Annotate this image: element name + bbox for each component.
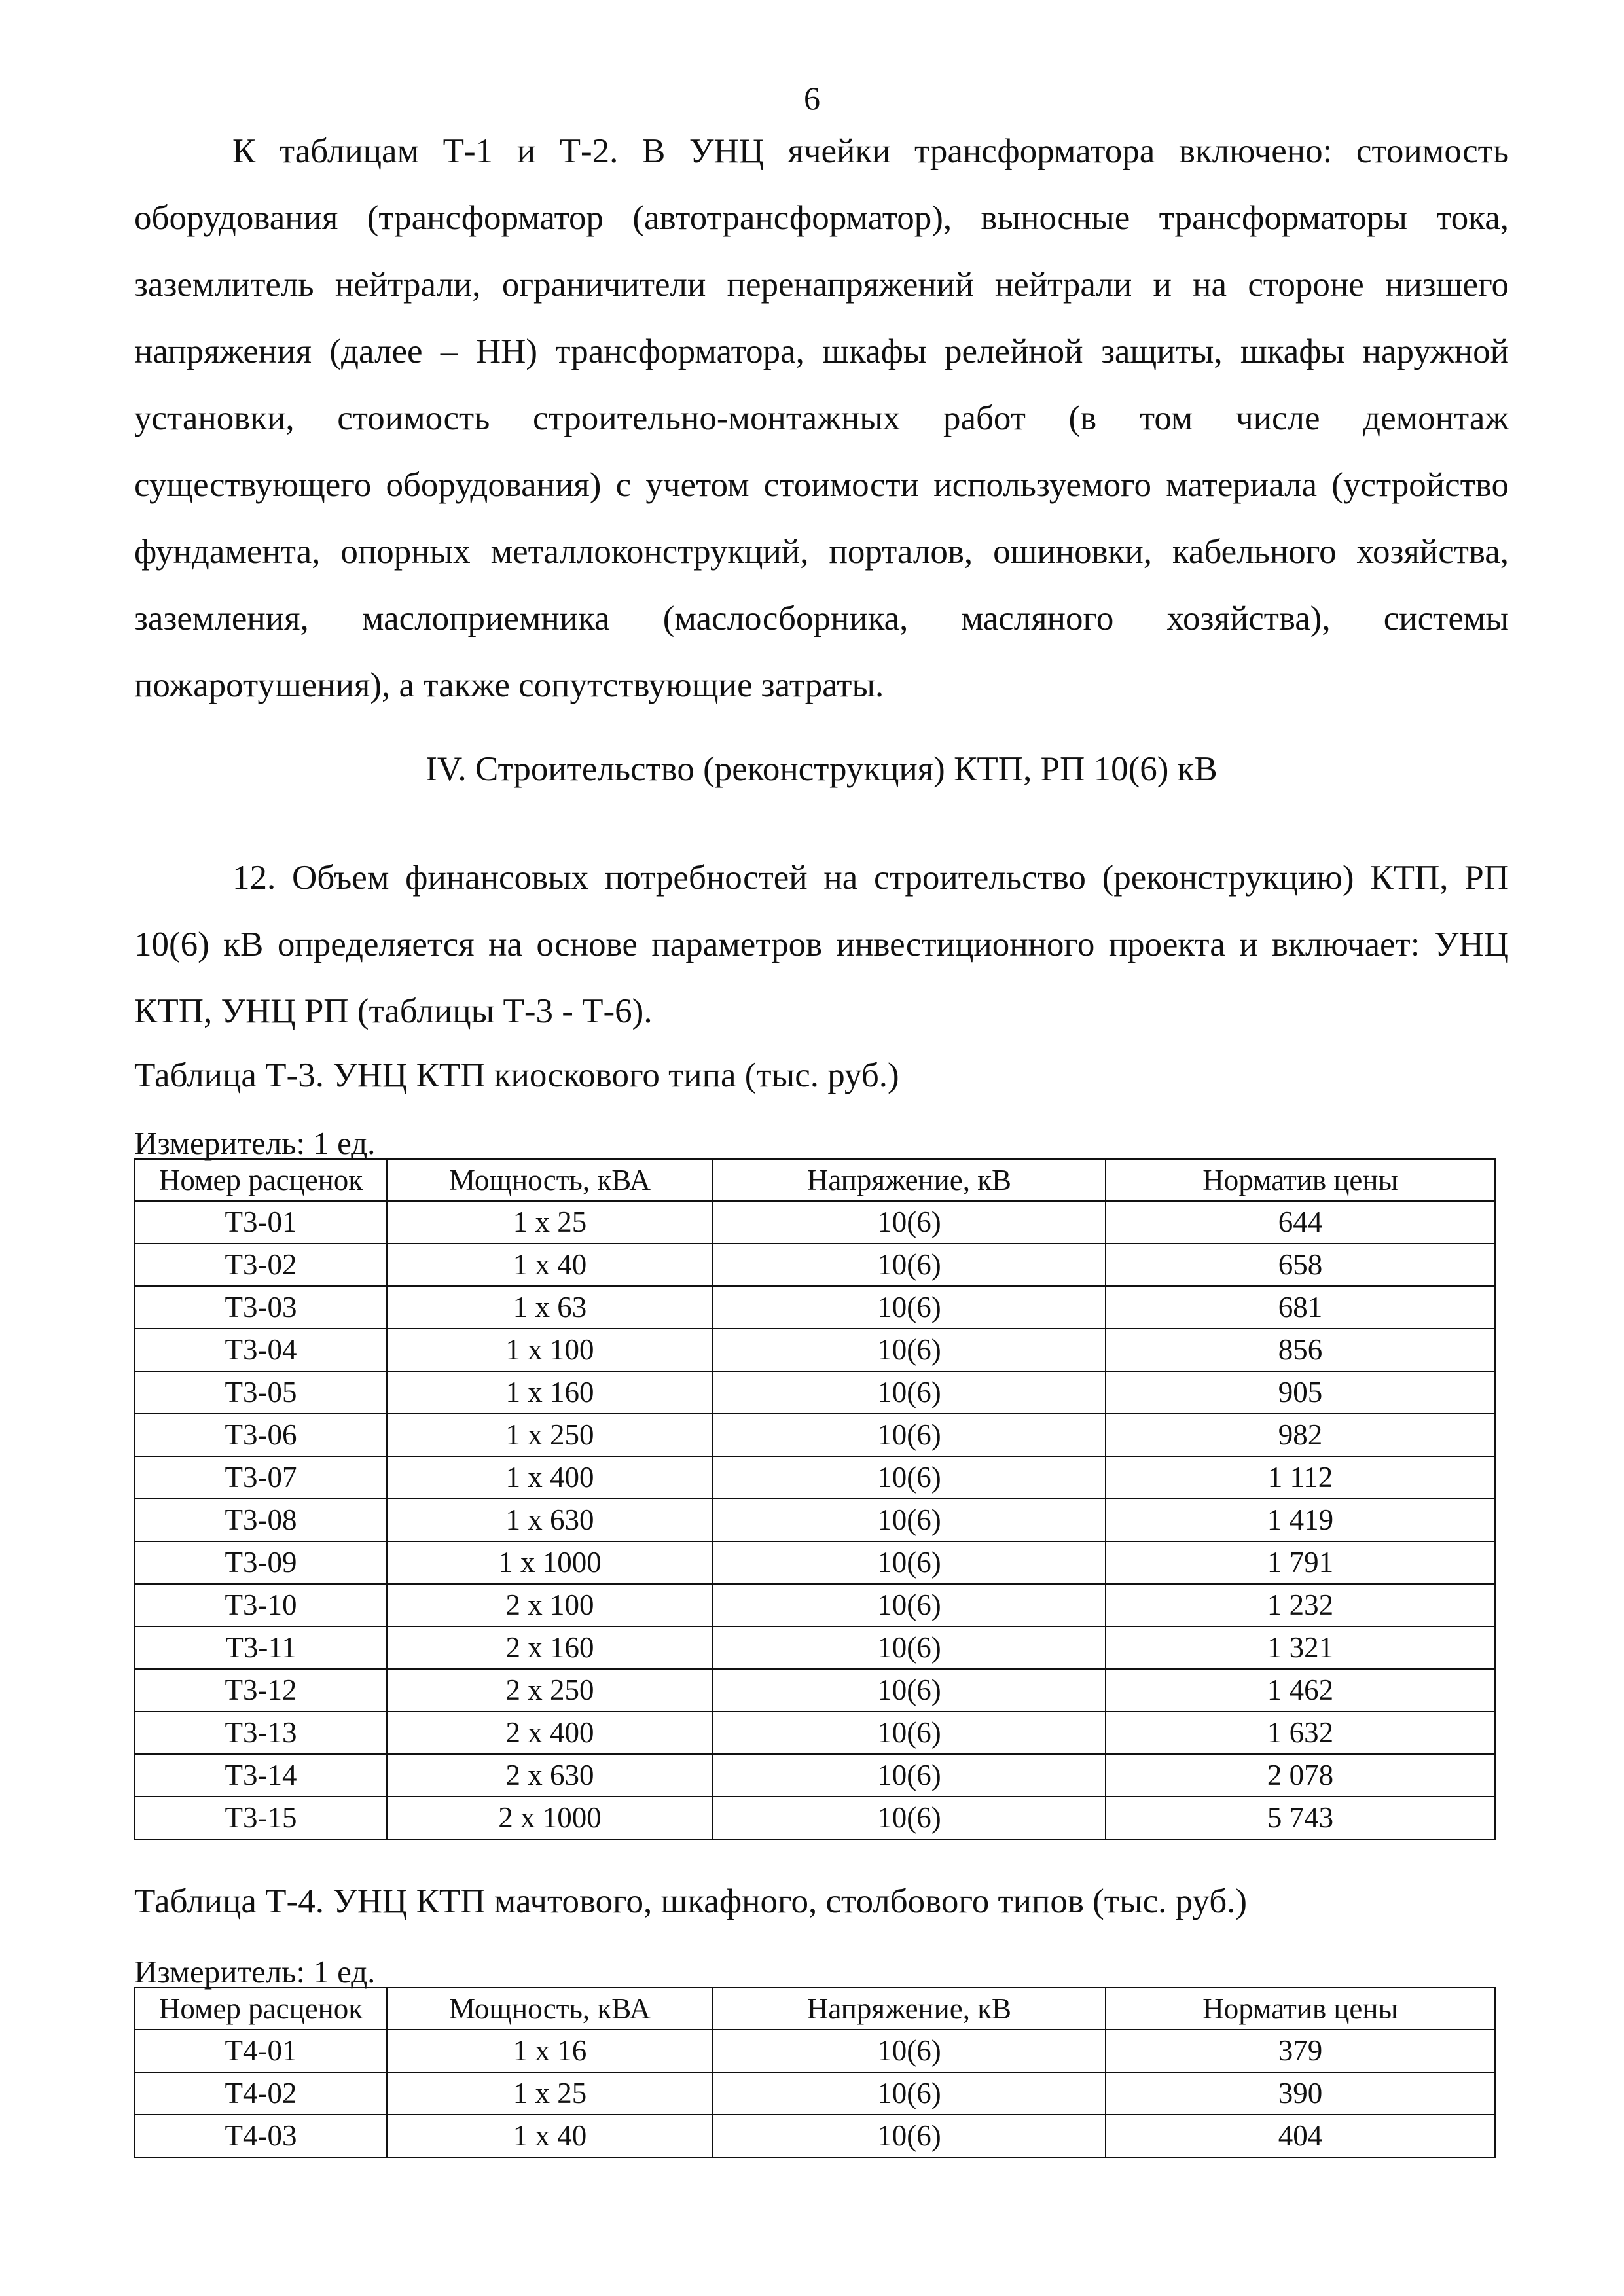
cell-rate-number: Т4-03 <box>135 2115 387 2157</box>
cell-voltage: 10(6) <box>713 1541 1106 1584</box>
cell-voltage: 10(6) <box>713 1286 1106 1329</box>
cell-power: 2 х 1000 <box>387 1797 713 1839</box>
cell-power: 2 х 250 <box>387 1669 713 1712</box>
table-row <box>135 1456 1495 1499</box>
cell-power: 1 х 25 <box>387 1201 713 1244</box>
header-voltage: Напряжение, кВ <box>713 1159 1106 1201</box>
cell-rate-number: Т3-06 <box>135 1414 387 1456</box>
cell-power: 1 х 40 <box>387 2115 713 2157</box>
table-row <box>135 1541 1495 1584</box>
table-row <box>135 2115 1495 2157</box>
cell-voltage: 10(6) <box>713 1244 1106 1286</box>
cell-rate-number: Т3-13 <box>135 1712 387 1754</box>
header-power: Мощность, кВА <box>387 1159 713 1201</box>
cell-voltage: 10(6) <box>713 1712 1106 1754</box>
cell-price-norm: 1 232 <box>1106 1584 1495 1626</box>
cell-power: 1 х 250 <box>387 1414 713 1456</box>
table-t4 <box>134 1987 1496 2158</box>
table-row <box>135 1244 1495 1286</box>
cell-power: 2 х 630 <box>387 1754 713 1797</box>
section-heading: IV. Строительство (реконструкция) КТП, РП 10(6) кВ <box>425 750 1218 788</box>
cell-power: 1 х 25 <box>387 2072 713 2115</box>
cell-rate-number: Т3-02 <box>135 1244 387 1286</box>
cell-rate-number: Т4-01 <box>135 2030 387 2072</box>
cell-price-norm: 982 <box>1106 1414 1495 1456</box>
header-rate-number: Номер расценок <box>135 1988 387 2030</box>
cell-voltage: 10(6) <box>713 1584 1106 1626</box>
table-row <box>135 2030 1495 2072</box>
cell-price-norm: 390 <box>1106 2072 1495 2115</box>
cell-price-norm: 1 321 <box>1106 1626 1495 1669</box>
cell-price-norm: 1 791 <box>1106 1541 1495 1584</box>
table-row <box>135 1712 1495 1754</box>
cell-price-norm: 404 <box>1106 2115 1495 2157</box>
cell-voltage: 10(6) <box>713 2072 1106 2115</box>
cell-power: 1 х 160 <box>387 1371 713 1414</box>
page-number: 6 <box>804 80 820 117</box>
table-row <box>135 1797 1495 1839</box>
cell-price-norm: 658 <box>1106 1244 1495 1286</box>
cell-power: 1 х 400 <box>387 1456 713 1499</box>
cell-power: 2 х 400 <box>387 1712 713 1754</box>
cell-rate-number: Т3-10 <box>135 1584 387 1626</box>
cell-voltage: 10(6) <box>713 1456 1106 1499</box>
cell-rate-number: Т4-02 <box>135 2072 387 2115</box>
cell-voltage: 10(6) <box>713 1754 1106 1797</box>
table-header-row <box>135 1159 1495 1201</box>
header-power: Мощность, кВА <box>387 1988 713 2030</box>
cell-voltage: 10(6) <box>713 1201 1106 1244</box>
table-row <box>135 2072 1495 2115</box>
cell-price-norm: 2 078 <box>1106 1754 1495 1797</box>
cell-rate-number: Т3-04 <box>135 1329 387 1371</box>
table-row <box>135 1286 1495 1329</box>
header-price-norm: Норматив цены <box>1106 1988 1495 2030</box>
cell-power: 1 х 1000 <box>387 1541 713 1584</box>
cell-voltage: 10(6) <box>713 1499 1106 1541</box>
cell-rate-number: Т3-03 <box>135 1286 387 1329</box>
table-row <box>135 1626 1495 1669</box>
table-row <box>135 1584 1495 1626</box>
cell-rate-number: Т3-15 <box>135 1797 387 1839</box>
table-header-row <box>135 1988 1495 2030</box>
cell-price-norm: 681 <box>1106 1286 1495 1329</box>
cell-voltage: 10(6) <box>713 1626 1106 1669</box>
table-row <box>135 1201 1495 1244</box>
cell-voltage: 10(6) <box>713 2115 1106 2157</box>
table-t3 <box>134 1158 1496 1840</box>
cell-power: 1 х 63 <box>387 1286 713 1329</box>
cell-price-norm: 1 112 <box>1106 1456 1495 1499</box>
cell-voltage: 10(6) <box>713 1414 1106 1456</box>
cell-rate-number: Т3-07 <box>135 1456 387 1499</box>
table-t4-meter: Измеритель: 1 ед. <box>134 1954 376 1990</box>
cell-power: 1 х 630 <box>387 1499 713 1541</box>
cell-price-norm: 644 <box>1106 1201 1495 1244</box>
table-t3-caption: Таблица Т-3. УНЦ КТП киоскового типа (тыс. руб.) <box>134 1056 899 1094</box>
table-t4-caption: Таблица Т-4. УНЦ КТП мачтового, шкафного, столбового типов (тыс. руб.) <box>134 1882 1248 1920</box>
header-voltage: Напряжение, кВ <box>713 1988 1106 2030</box>
cell-price-norm: 856 <box>1106 1329 1495 1371</box>
cell-price-norm: 905 <box>1106 1371 1495 1414</box>
table-row <box>135 1329 1495 1371</box>
cell-rate-number: Т3-01 <box>135 1201 387 1244</box>
table-row <box>135 1669 1495 1712</box>
cell-price-norm: 379 <box>1106 2030 1495 2072</box>
cell-rate-number: Т3-12 <box>135 1669 387 1712</box>
cell-price-norm: 1 632 <box>1106 1712 1495 1754</box>
header-price-norm: Норматив цены <box>1106 1159 1495 1201</box>
header-rate-number: Номер расценок <box>135 1159 387 1201</box>
intro-paragraph: К таблицам Т-1 и Т-2. В УНЦ ячейки трансформатора включено: стоимость оборудования (трансформатор (автотрансформатор), выносные трансформаторы тока, заземлитель нейтрали, ограничители перенапряжений нейтрали и на стороне низшего напряжения (далее – НН) трансформатора, шкафы релейной защиты, шкафы наружной установки, стоимость строительно-монтажных работ (в том числе демонтаж существующего оборудования) с учетом стоимости используемого материала (устройство фундамента, опорных металлоконструкций, порталов, ошиновки, кабельного хозяйства, заземления, маслоприемника (маслосборника, масляного хозяйства), системы пожаротушения), а также сопутствующие затраты. <box>134 132 1509 704</box>
cell-rate-number: Т3-14 <box>135 1754 387 1797</box>
cell-power: 1 х 40 <box>387 1244 713 1286</box>
cell-rate-number: Т3-09 <box>135 1541 387 1584</box>
table-t3-meter: Измеритель: 1 ед. <box>134 1125 376 1161</box>
cell-voltage: 10(6) <box>713 1329 1106 1371</box>
cell-rate-number: Т3-08 <box>135 1499 387 1541</box>
cell-price-norm: 1 419 <box>1106 1499 1495 1541</box>
cell-voltage: 10(6) <box>713 2030 1106 2072</box>
cell-price-norm: 5 743 <box>1106 1797 1495 1839</box>
table-row <box>135 1371 1495 1414</box>
cell-power: 2 х 160 <box>387 1626 713 1669</box>
table-row <box>135 1499 1495 1541</box>
cell-voltage: 10(6) <box>713 1797 1106 1839</box>
cell-power: 1 х 16 <box>387 2030 713 2072</box>
table-row <box>135 1414 1495 1456</box>
cell-voltage: 10(6) <box>713 1371 1106 1414</box>
cell-power: 2 х 100 <box>387 1584 713 1626</box>
cell-voltage: 10(6) <box>713 1669 1106 1712</box>
table-row <box>135 1754 1495 1797</box>
cell-power: 1 х 100 <box>387 1329 713 1371</box>
cell-rate-number: Т3-11 <box>135 1626 387 1669</box>
paragraph-12: 12. Объем финансовых потребностей на строительство (реконструкцию) КТП, РП 10(6) кВ определяется на основе параметров инвестиционного проекта и включает: УНЦ КТП, УНЦ РП (таблицы Т-3 - Т-6). <box>134 859 1509 1030</box>
cell-price-norm: 1 462 <box>1106 1669 1495 1712</box>
cell-rate-number: Т3-05 <box>135 1371 387 1414</box>
